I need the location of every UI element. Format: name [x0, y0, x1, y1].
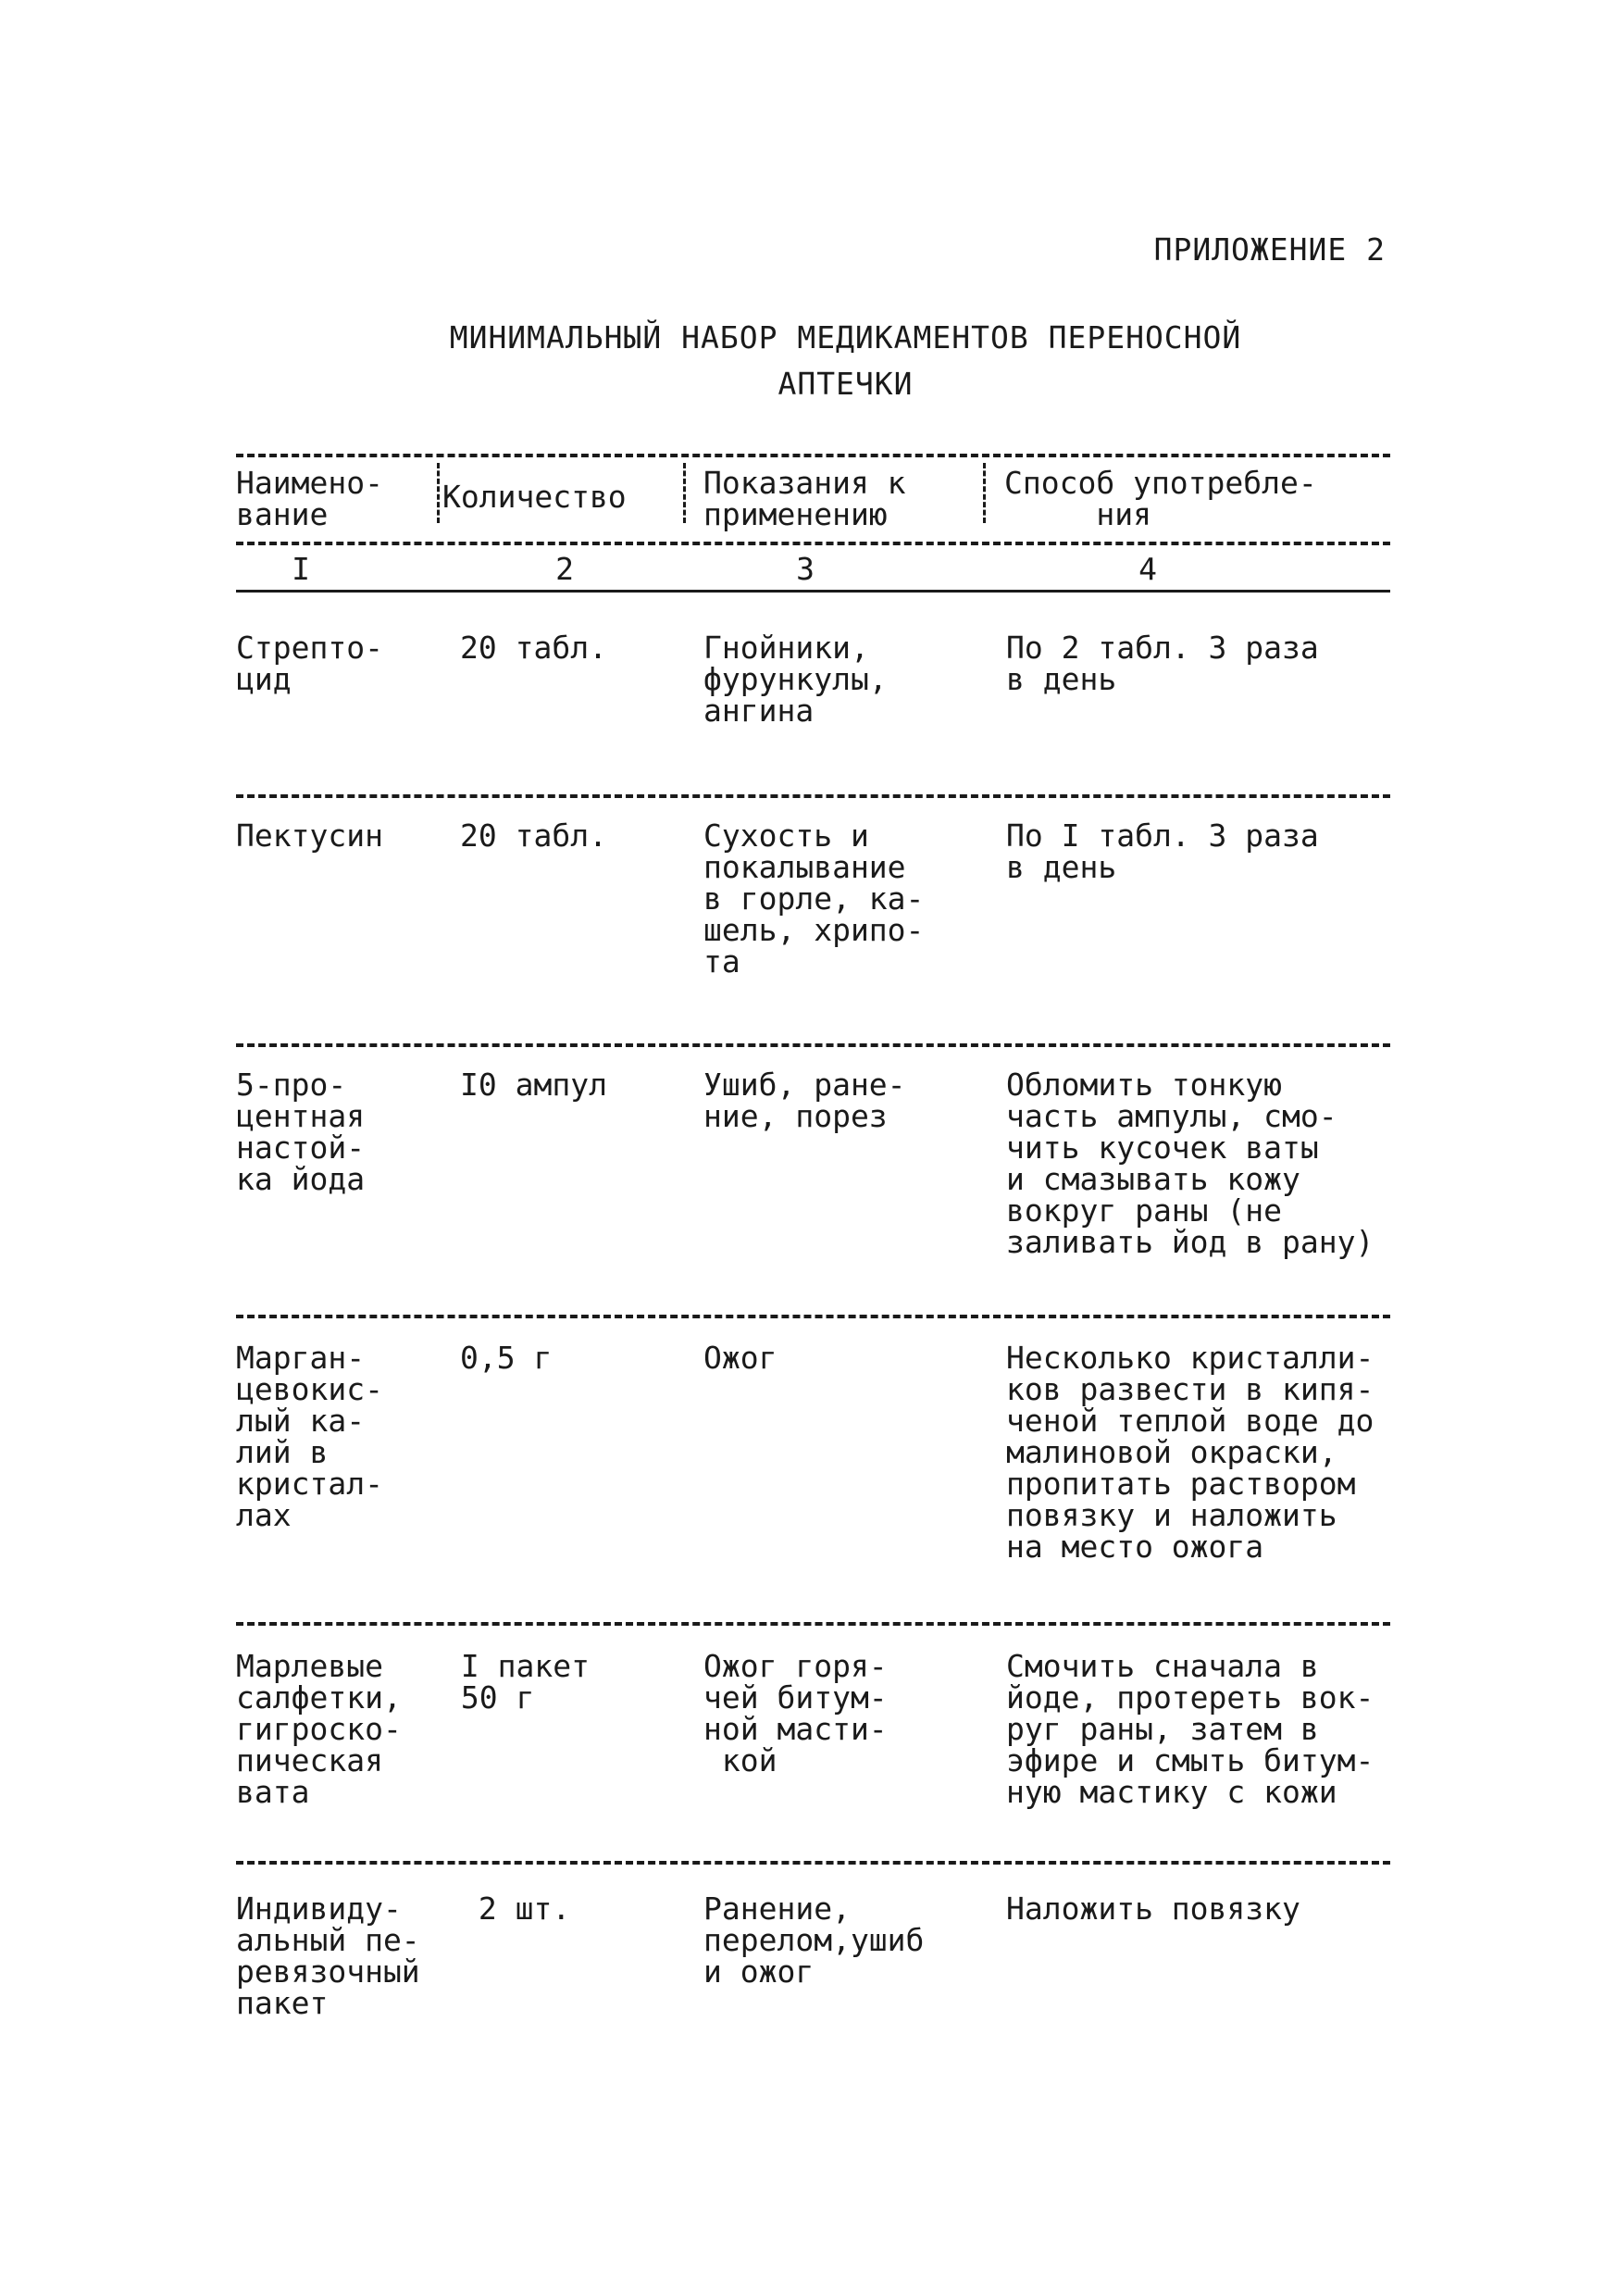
table-cell-usage: По I табл. 3 раза в день: [1006, 817, 1319, 885]
table-cell-indications: Гнойники, фурункулы, ангина: [703, 630, 888, 729]
column-separator: [683, 463, 686, 523]
table-cell-name: Стрепто- цид: [236, 630, 383, 697]
table-cell-usage: Наложить повязку: [1006, 1890, 1300, 1927]
column-number: I: [292, 551, 310, 587]
table-top-rule: [236, 454, 1390, 457]
document-title-line-2: АПТЕЧКИ: [777, 366, 914, 402]
column-separator: [437, 463, 440, 523]
column-separator: [983, 463, 986, 523]
row-separator: [236, 1315, 1390, 1318]
column-number: 4: [1138, 551, 1157, 587]
column-header-indications: Показания к применению: [703, 465, 906, 532]
header-bottom-rule: [236, 590, 1390, 593]
table-cell-quantity: 20 табл.: [460, 630, 607, 666]
table-cell-name: Индивиду- альный пе- ревязочный пакет: [236, 1890, 420, 2021]
table-cell-name: 5-про- центная настой- ка йода: [236, 1067, 366, 1197]
table-cell-usage: По 2 табл. 3 раза в день: [1006, 630, 1319, 697]
column-header-name: Наимено- вание: [236, 465, 383, 532]
table-cell-quantity: I пакет 50 г: [460, 1648, 590, 1716]
row-separator: [236, 1622, 1390, 1626]
header-number-rule: [236, 542, 1390, 545]
column-header-quantity: Количество: [442, 479, 627, 515]
table-cell-name: Пектусин: [236, 817, 383, 854]
table-cell-name: Марган- цевокис- лый ка- лий в кристал- лах: [236, 1340, 383, 1533]
table-cell-indications: Ранение, перелом,ушиб и ожог: [703, 1890, 925, 1990]
table-cell-usage: Смочить сначала в йоде, протереть вок- руг раны, затем в эфире и смыть битум- ную мастику с кожи: [1006, 1648, 1374, 1810]
document-title-line-1: МИНИМАЛЬНЫЙ НАБОР МЕДИКАМЕНТОВ ПЕРЕНОСНОЙ: [449, 319, 1242, 356]
appendix-label: ПРИЛОЖЕНИЕ 2: [1153, 231, 1386, 268]
column-number: 2: [555, 551, 574, 587]
table-cell-indications: Ожог: [703, 1340, 777, 1376]
table-cell-indications: Ожог горя- чей битум- ной масти- кой: [703, 1648, 888, 1778]
table-cell-usage: Несколько кристалли- ков развести в кипя- ченой теплой воде до малиновой окраски, пропитать раствором повязку и наложить на место ожога: [1006, 1340, 1374, 1565]
row-separator: [236, 794, 1390, 798]
table-cell-indications: Сухость и покалывание в горле, ка- шель, хрипо- та: [703, 817, 925, 980]
table-cell-quantity: I0 ампул: [460, 1067, 607, 1103]
table-cell-name: Марлевые салфетки, гигроско- пическая вата: [236, 1648, 402, 1810]
row-separator: [236, 1861, 1390, 1865]
table-cell-usage: Обломить тонкую часть ампулы, смо- чить кусочек ваты и смазывать кожу вокруг раны (не заливать йод в рану): [1006, 1067, 1374, 1260]
row-separator: [236, 1043, 1390, 1047]
column-number: 3: [796, 551, 815, 587]
table-cell-quantity: 0,5 г: [460, 1340, 553, 1376]
table-cell-quantity: 20 табл.: [460, 817, 607, 854]
table-cell-indications: Ушиб, ране- ние, порез: [703, 1067, 906, 1134]
table-cell-quantity: 2 шт.: [460, 1890, 571, 1927]
column-header-usage: Способ употребле- ния: [1004, 465, 1317, 532]
